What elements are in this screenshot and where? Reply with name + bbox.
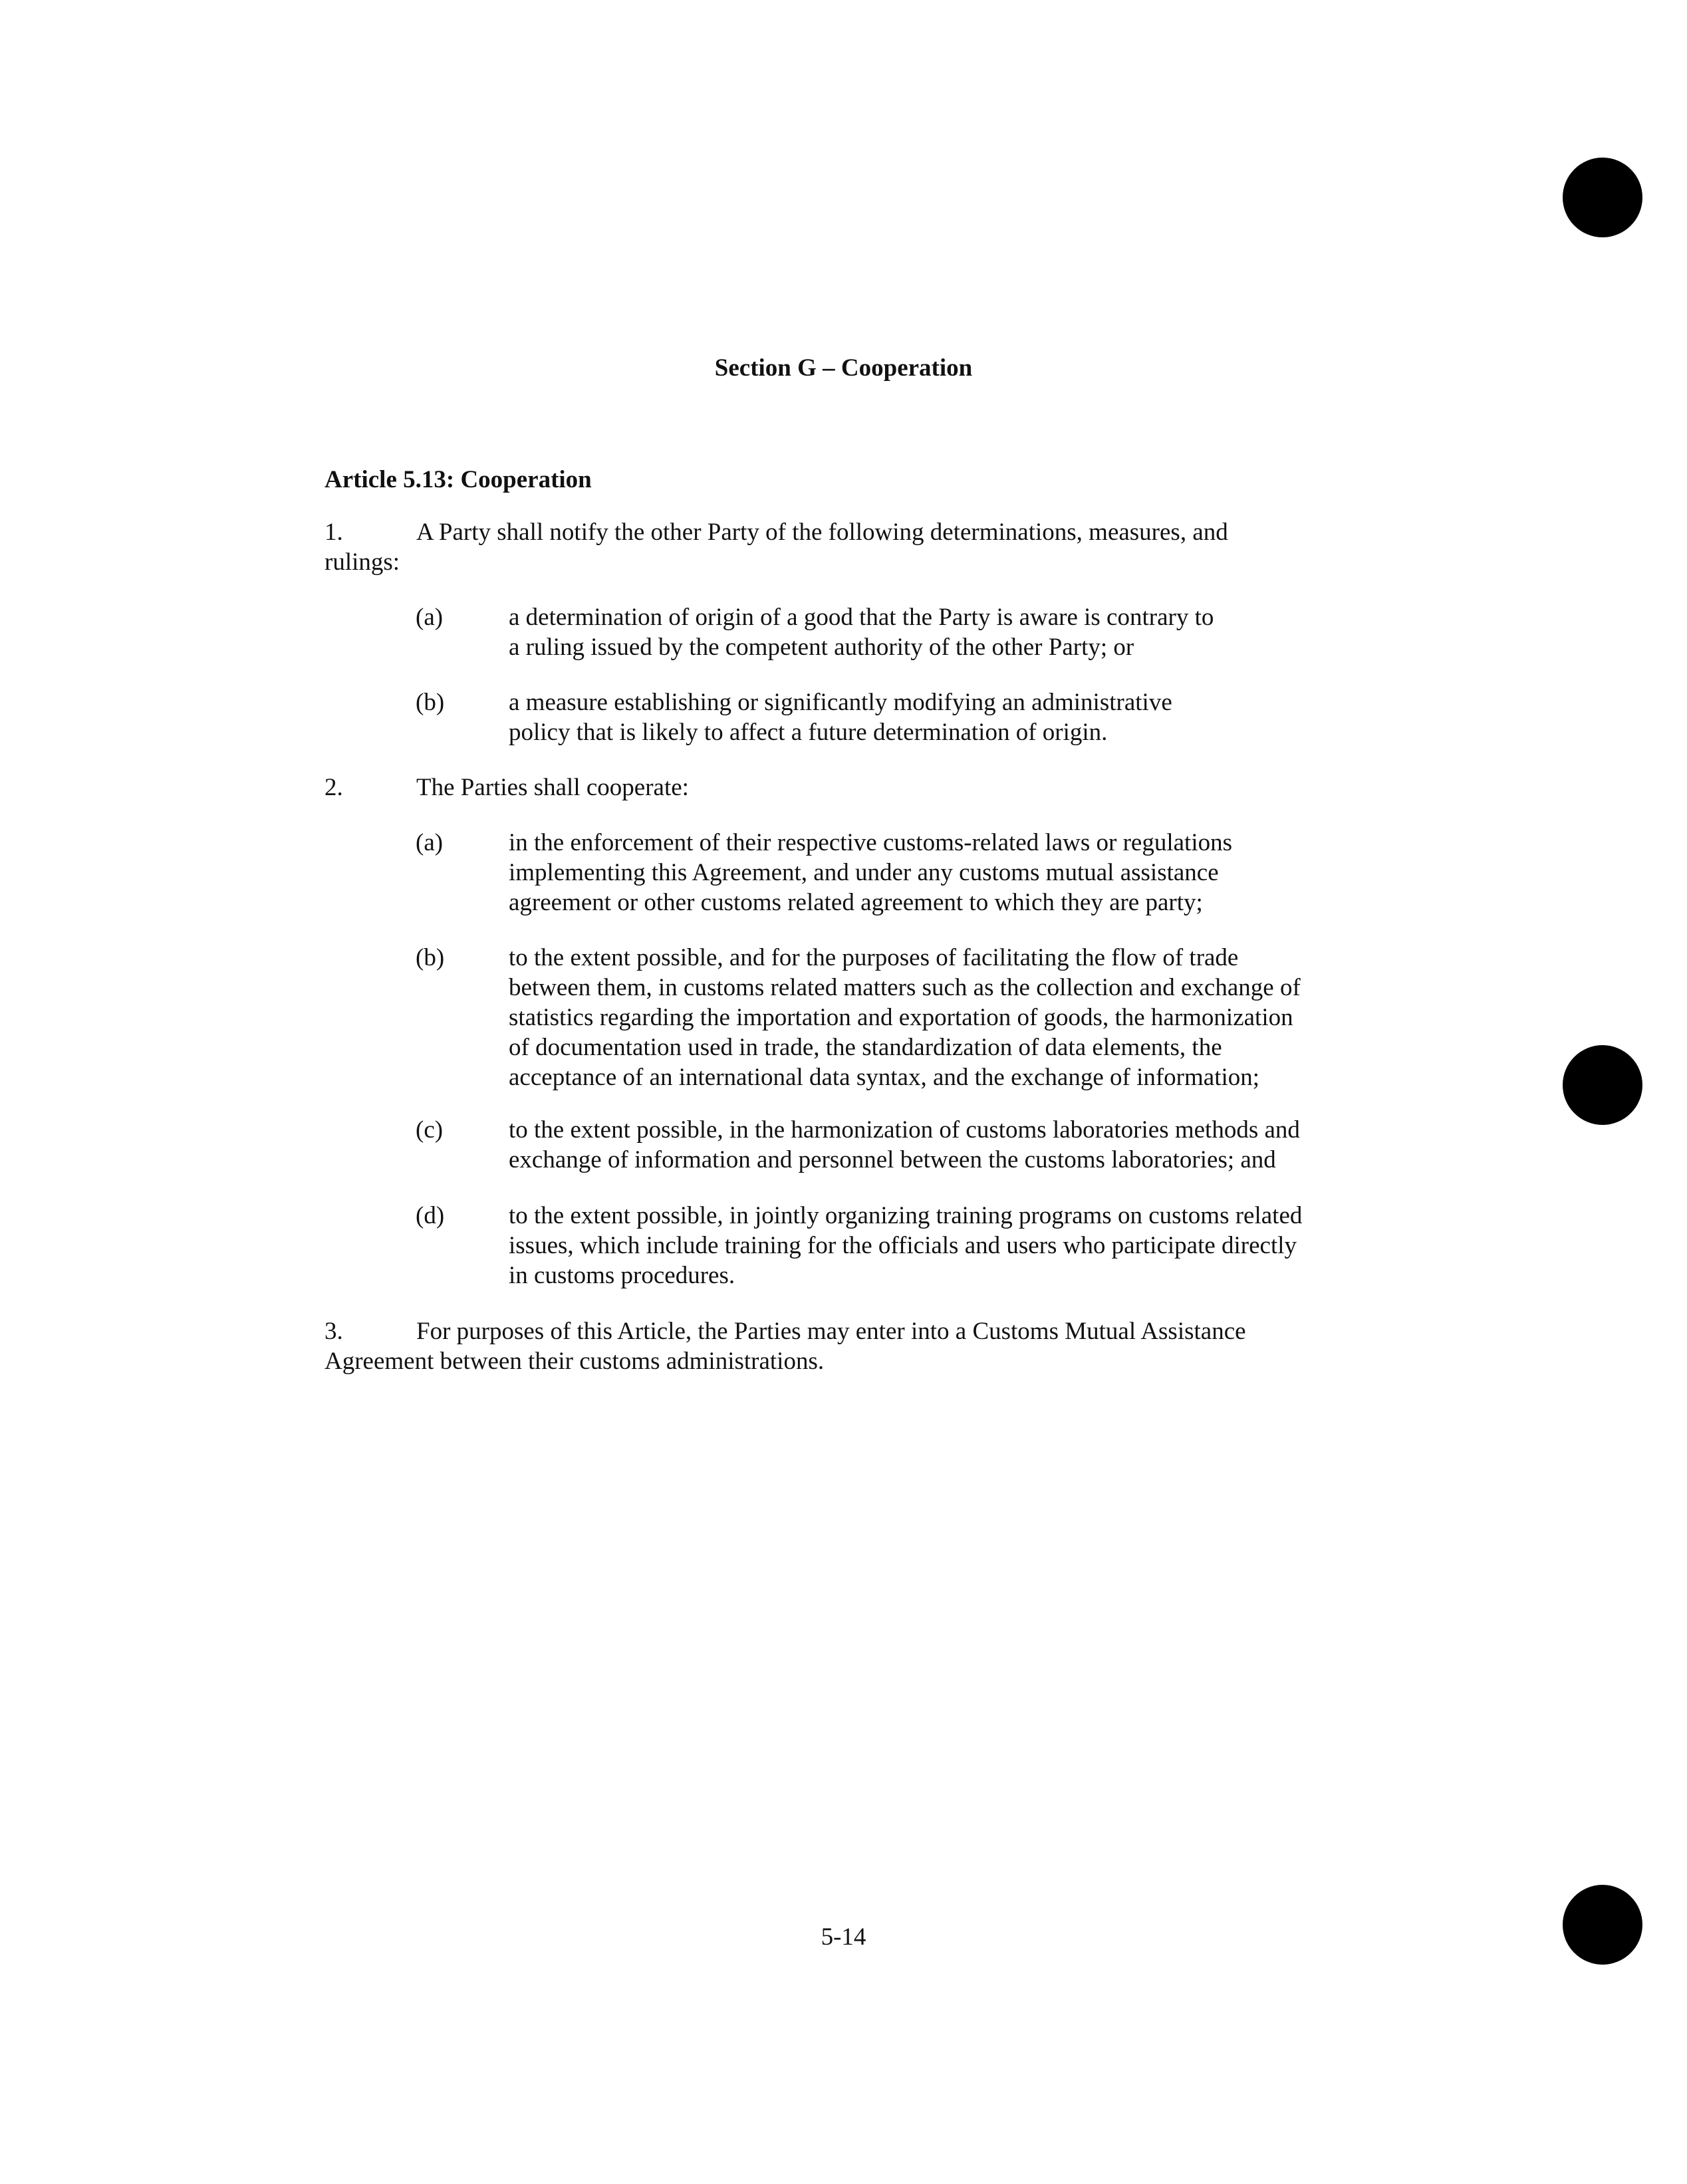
item-label: (b) [416, 689, 445, 716]
item-line: issues, which include training for the officials and users who participate directly [509, 1232, 1297, 1259]
paragraph-3-line-1: For purposes of this Article, the Parties may enter into a Customs Mutual Assistance [416, 1318, 1246, 1345]
item-line: a ruling issued by the competent authority of the other Party; or [509, 634, 1134, 661]
item-line: to the extent possible, and for the purposes of facilitating the flow of trade [509, 944, 1239, 971]
item-label: (d) [416, 1202, 445, 1229]
item-line: in the enforcement of their respective customs-related laws or regulations [509, 829, 1233, 856]
paragraph-1-line-2: rulings: [324, 548, 400, 576]
article-title: Article 5.13: Cooperation [324, 466, 592, 493]
item-line: agreement or other customs related agreement to which they are party; [509, 889, 1203, 916]
item-line: policy that is likely to affect a future determination of origin. [509, 719, 1108, 746]
page-number: 5-14 [821, 1923, 866, 1951]
item-line: implementing this Agreement, and under any customs mutual assistance [509, 859, 1219, 886]
item-line: acceptance of an international data syntax, and the exchange of information; [509, 1064, 1260, 1091]
item-line: a measure establishing or significantly modifying an administrative [509, 689, 1172, 716]
item-line: to the extent possible, in jointly organizing training programs on customs related [509, 1202, 1303, 1229]
paragraph-3-number: 3. [324, 1318, 343, 1345]
item-line: of documentation used in trade, the standardization of data elements, the [509, 1034, 1222, 1061]
item-line: in customs procedures. [509, 1262, 735, 1289]
item-line: a determination of origin of a good that the Party is aware is contrary to [509, 604, 1214, 631]
paragraph-3-line-2: Agreement between their customs administrations. [324, 1348, 825, 1375]
item-label: (a) [416, 829, 444, 856]
item-label: (a) [416, 604, 444, 631]
paragraph-2-number: 2. [324, 774, 343, 801]
item-line: between them, in customs related matters such as the collection and exchange of [509, 974, 1301, 1001]
punch-hole-middle [1563, 1045, 1642, 1125]
item-line: statistics regarding the importation and exportation of goods, the harmonization [509, 1004, 1293, 1031]
paragraph-2-text: The Parties shall cooperate: [416, 774, 689, 801]
paragraph-1-number: 1. [324, 519, 343, 546]
paragraph-1 [324, 517, 1322, 577]
paragraph-2 [324, 773, 1322, 802]
paragraph-3 [324, 1316, 1322, 1376]
item-line: to the extent possible, in the harmonization of customs laboratories methods and [509, 1116, 1300, 1144]
section-title: Section G – Cooperation [714, 354, 973, 382]
item-line: exchange of information and personnel between the customs laboratories; and [509, 1146, 1276, 1173]
paragraph-1-line-1: A Party shall notify the other Party of the following determinations, measures, and [416, 519, 1228, 546]
item-label: (b) [416, 944, 445, 971]
item-label: (c) [416, 1116, 444, 1144]
punch-hole-top [1563, 158, 1642, 237]
